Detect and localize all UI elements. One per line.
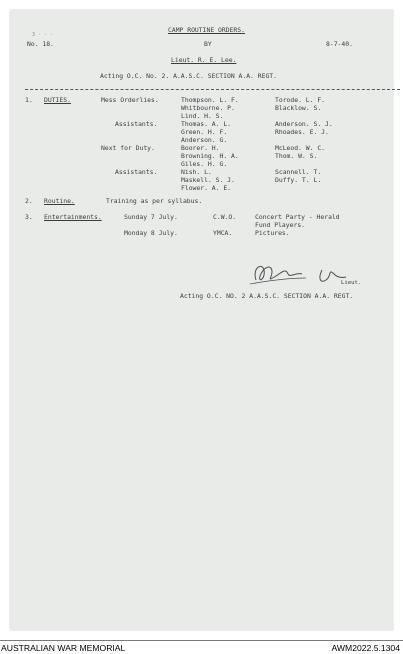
order-date: 8-7-40. — [326, 40, 353, 48]
closing-title: Acting O.C. NO. 2 A.A.S.C. SECTION A.A. REGT. — [180, 292, 354, 300]
duty-name: Giles. H. G. — [181, 160, 228, 168]
duty-name: Anderson. G. — [181, 136, 228, 144]
document-title: CAMP ROUTINE ORDERS. — [168, 26, 245, 34]
duty-group-label: Next for Duty. — [101, 144, 155, 152]
handwritten-signature — [242, 258, 372, 294]
section-heading-duties: DUTIES. — [44, 96, 71, 104]
event-venue: YMCA. — [213, 229, 233, 237]
event-description: Concert Party - Herald — [255, 213, 340, 221]
footer-institution: AUSTRALIAN WAR MEMORIAL — [1, 643, 126, 653]
duty-name: Torode. L. F. — [275, 96, 326, 104]
margin-mark: 3 · · · — [32, 32, 54, 38]
duty-name: Duffy. T. L. — [275, 176, 322, 184]
officer-name: Lieut. R. E. Lee. — [171, 56, 237, 64]
duty-name: Thomas. A. L. — [181, 120, 232, 128]
officer-title: Acting O.C. No. 2. A.A.S.C. SECTION A.A. REGT. — [100, 72, 277, 80]
event-description: Fund Players. — [255, 221, 306, 229]
duty-name: Thompson. L. F. — [181, 96, 239, 104]
section-heading-entertainments: Entertainments. — [44, 213, 102, 221]
section-number: 1. — [25, 96, 33, 104]
duty-name: Lind. H. S. — [181, 112, 224, 120]
event-description: Pictures. — [255, 229, 290, 237]
duty-group-label: Assistants. — [115, 168, 158, 176]
duty-name: Maskell. S. J. — [181, 176, 235, 184]
event-day: Sunday 7 July. — [124, 213, 178, 221]
order-number: No. 18. — [27, 40, 54, 48]
duty-name: McLeod. W. C. — [275, 144, 326, 152]
section-heading-routine: Routine. — [44, 197, 75, 205]
duty-name: Scannell. T. — [275, 168, 322, 176]
duty-name: Blacklow. S. — [275, 104, 322, 112]
duty-name: Nish. L. — [181, 168, 212, 176]
duty-group-label: Mess Orderlies. — [101, 96, 159, 104]
document-sheet — [10, 10, 393, 630]
separator-line — [25, 89, 400, 90]
routine-text: Training as per syllabus. — [106, 197, 203, 205]
duty-name: Thom. W. S. — [275, 152, 318, 160]
duty-name: Whitbourne. P. — [181, 104, 235, 112]
duty-group-label: Assistants. — [115, 120, 158, 128]
by-label: BY — [204, 40, 212, 48]
duty-name: Rhoades. E. J. — [275, 128, 329, 136]
duty-name: Anderson. S. J. — [275, 120, 333, 128]
duty-name: Browning. H. A. — [181, 152, 239, 160]
duty-name: Green. H. F. — [181, 128, 228, 136]
event-venue: C.W.O. — [213, 213, 237, 221]
footer-bar — [0, 640, 403, 654]
duty-name: Flower. A. E. — [181, 184, 232, 192]
section-number: 2. — [25, 197, 33, 205]
section-number: 3. — [25, 213, 33, 221]
duty-name: Boorer. H. — [181, 144, 220, 152]
footer-accession-number: AWM2022.5.1304 — [331, 643, 400, 653]
signature-rank: Lieut. — [341, 280, 362, 286]
event-day: Monday 8 July. — [124, 229, 178, 237]
